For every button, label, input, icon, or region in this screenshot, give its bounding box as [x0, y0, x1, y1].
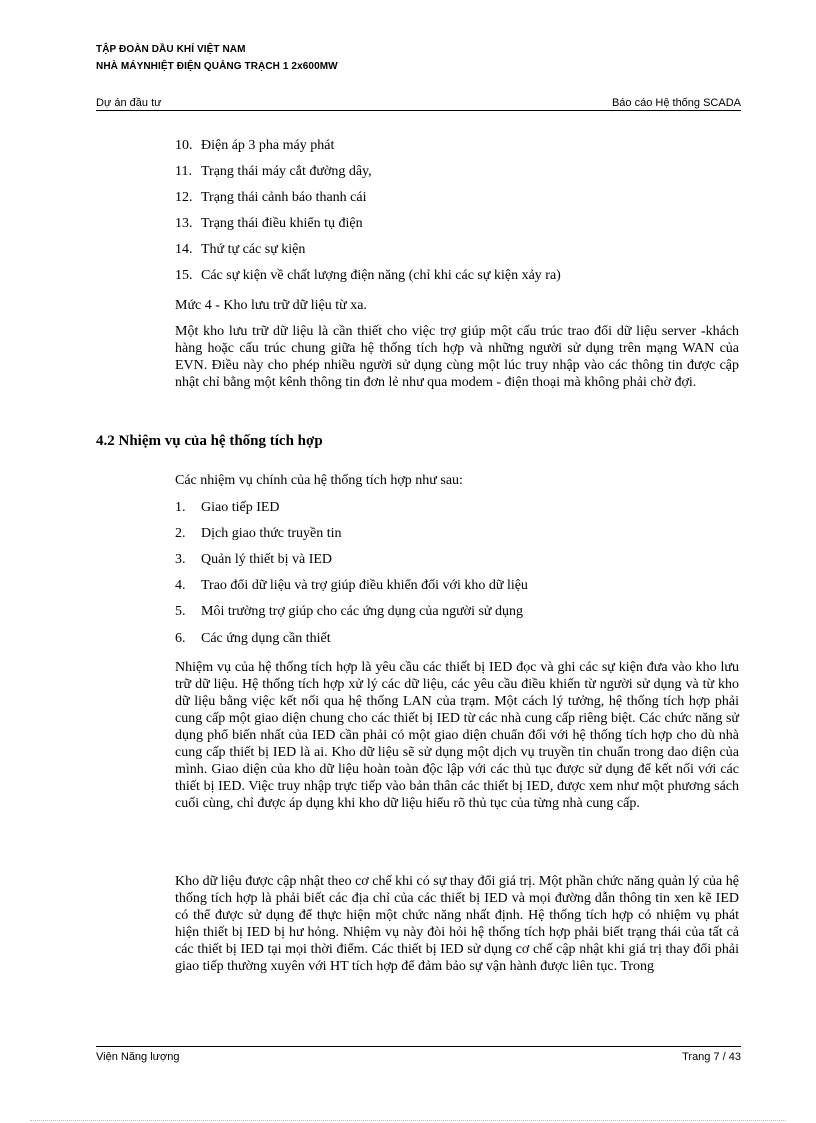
paragraph: Nhiệm vụ của hệ thống tích hợp là yêu cầu các thiết bị IED đọc và ghi các sự kiện đưa vào kho lưu trữ dữ liệu. Hệ thống tích hợp xử lý các dữ liệu, các yêu cầu điều khiển từ người sử dụng và từ kho dữ liệu bằng việc kết nối qua hệ thống LAN của trạm. Một cách lý tưởng, hệ thống tích hợp phải cung cấp một giao diện chung cho các thiết bị IED từ các nhà cung cấp riêng biệt. Các chức năng sử dụng phổ biến nhất của IED cần phải có một giao diện chuẩn đối với hệ thống tích hợp cho dù nhà cung cấp thiết bị IED là ai. Kho dữ liệu sẽ sử dụng một dịch vụ truyền tin chuẩn trong dao diện của mình. Giao diện của kho dữ liệu hoàn toàn độc lập với các thủ tục được sử dụng để kết nối với các thiết bị IED. Việc truy nhập trực tiếp vào bản thân các thiết bị IED, được xem như một phương sách cuối cùng, chỉ được áp dụng khi kho dữ liệu hiểu rõ thủ tục của từng nhà cung cấp. — [175, 660, 739, 811]
paragraph: Kho dữ liệu được cập nhật theo cơ chế khi có sự thay đổi giá trị. Một phần chức năng quản lý của hệ thống tích hợp là phải biết các địa chỉ của các thiết bị IED và mọi đường dẫn thông tin xen kẽ IED có thể được sử dụng để thực hiện một chức năng nhất định. Hệ thống tích hợp có nhiệm vụ phát hiện thiết bị IED bị hư hỏng. Nhiệm vụ này đòi hỏi hệ thống tích hợp phải biết trạng thái của tất cả các thiết bị IED tại mọi thời điểm. Các thiết bị IED sử dụng cơ chế cập nhật khi giá trị thay đổi phải giao tiếp thường xuyên với HT tích hợp để đảm bảo sự vận hành được liên tục. Trong — [175, 874, 739, 974]
footer-left-text: Viện Năng lượng — [96, 1051, 180, 1063]
footer-rule — [96, 1046, 741, 1047]
list-item: 2. Dịch giao thức truyền tin — [175, 526, 342, 541]
list-item: 3. Quản lý thiết bị và IED — [175, 552, 333, 567]
page-number: Trang 7 / 43 — [682, 1051, 741, 1063]
list-item: 14. Thứ tự các sự kiện — [175, 242, 306, 257]
plant-name: NHÀ MÁYNHIỆT ĐIỆN QUẢNG TRẠCH 1 2x600MW — [96, 61, 338, 72]
header-right-text: Báo cáo Hệ thống SCADA — [611, 97, 741, 109]
organization-name: TẬP ĐOÀN DẦU KHÍ VIỆT NAM — [96, 44, 246, 55]
section-heading: 4.2 Nhiệm vụ của hệ thống tích hợp — [96, 433, 323, 449]
header-left-text: Dự án đầu tư — [96, 97, 162, 109]
level-4-label: Mức 4 - Kho lưu trữ dữ liệu từ xa. — [175, 298, 367, 313]
list-item: 1. Giao tiếp IED — [175, 500, 280, 515]
header-rule — [96, 110, 741, 111]
list-item: 10. Điện áp 3 pha máy phát — [175, 138, 335, 153]
list-item: 12. Trạng thái cảnh báo thanh cái — [175, 190, 367, 205]
intro-text: Các nhiệm vụ chính của hệ thống tích hợp như sau: — [175, 473, 463, 488]
list-item: 13. Trạng thái điều khiển tụ điện — [175, 216, 363, 231]
list-item: 11. Trạng thái máy cắt đường dây, — [175, 164, 372, 179]
list-item: 15. Các sự kiện về chất lượng điện năng (chỉ khi các sự kiện xảy ra) — [175, 268, 561, 283]
list-item: 6. Các ứng dụng cần thiết — [175, 631, 331, 646]
paragraph: Một kho lưu trữ dữ liệu là cần thiết cho việc trợ giúp một cấu trúc trao đổi dữ liệu server -khách hàng hoặc cấu trúc chung giữa hệ thống tích hợp và những người sử dụng trên mạng WAN của EVN. Điều này cho phép nhiều người sử dụng cùng một lúc truy nhập vào các thông tin được cập nhật chỉ bằng một kênh thông tin đơn lẻ như qua modem - điện thoại mà không phải chờ đợi. — [175, 324, 739, 390]
list-item: 5. Môi trường trợ giúp cho các ứng dụng của người sử dụng — [175, 604, 524, 619]
list-item: 4. Trao đổi dữ liệu và trợ giúp điều khiển đối với kho dữ liệu — [175, 578, 528, 593]
page-bottom-divider — [30, 1120, 786, 1121]
